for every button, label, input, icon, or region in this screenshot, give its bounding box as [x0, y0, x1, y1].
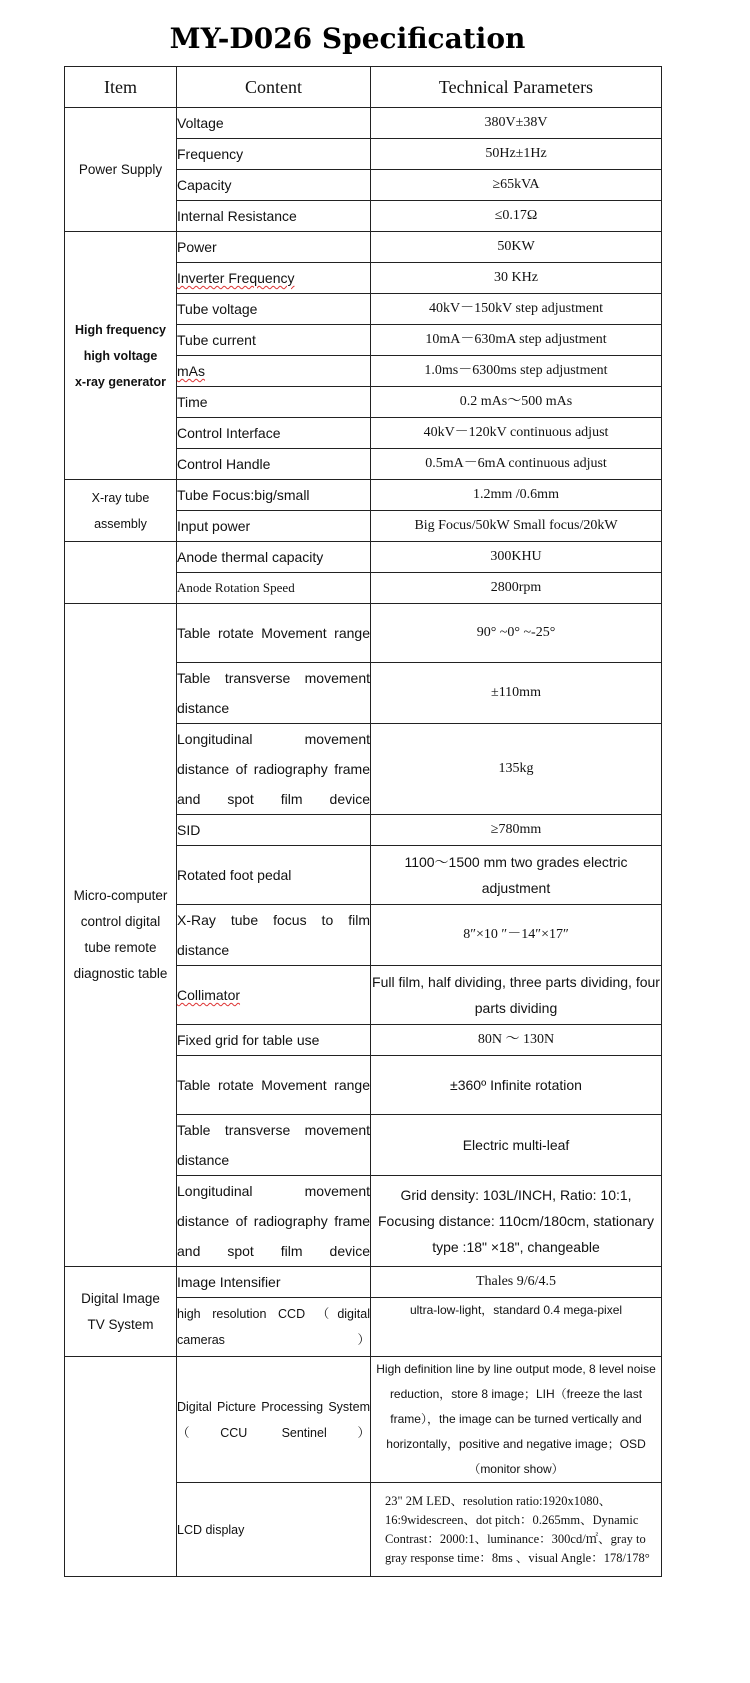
- param-cell: 1.2mm /0.6mm: [371, 480, 662, 511]
- param-cell: 50KW: [371, 232, 662, 263]
- table-row: [65, 480, 662, 511]
- group-label-line: diagnostic table: [73, 966, 168, 981]
- group-label-line: tube remote: [84, 940, 157, 955]
- param-cell: 380V±38V: [371, 108, 662, 139]
- group-label-line: Micro-computer: [73, 888, 168, 903]
- content-cell: Internal Resistance: [177, 201, 371, 232]
- group-label-diagnostic-table: [65, 604, 177, 1267]
- content-cell: [177, 356, 371, 387]
- content-text: Inverter Frequency: [177, 270, 295, 286]
- param-cell: 40kV－120kV continuous adjust: [371, 418, 662, 449]
- content-cell: Table transverse movement distance: [177, 1115, 371, 1176]
- param-cell: Big Focus/50kW Small focus/20kW: [371, 511, 662, 542]
- param-cell: 1100～1500 mm two grades electric adjustment: [371, 846, 662, 905]
- content-cell: Tube current: [177, 325, 371, 356]
- group-label-power-supply: Power Supply: [65, 108, 177, 232]
- param-cell: Electric multi-leaf: [371, 1115, 662, 1176]
- content-cell: Tube Focus:big/small: [177, 480, 371, 511]
- table-row: [65, 1267, 662, 1298]
- param-cell: Thales 9/6/4.5: [371, 1267, 662, 1298]
- param-cell: ±360º Infinite rotation: [371, 1056, 662, 1115]
- param-cell: ≥65kVA: [371, 170, 662, 201]
- param-cell: 80N ～ 130N: [371, 1025, 662, 1056]
- content-cell: Tube voltage: [177, 294, 371, 325]
- param-cell: High definition line by line output mode, 8 level noise reduction，store 8 image；LIH（freeze the last frame），the image can be turned vertically and horizontally，positive and negative image；OSD（monitor show）: [371, 1357, 662, 1483]
- table-row: [65, 542, 662, 573]
- group-label-tv-system: [65, 1267, 177, 1357]
- content-cell: Longitudinal movement distance of radiography frame and spot film device: [177, 1176, 371, 1267]
- group-label-line: high voltage: [83, 348, 158, 363]
- content-cell: SID: [177, 815, 371, 846]
- header-item: Item: [65, 67, 177, 108]
- param-cell: 8″×10 ″－14″×17″: [371, 905, 662, 966]
- group-label-line: X-ray tube: [91, 490, 150, 505]
- content-cell: Image Intensifier: [177, 1267, 371, 1298]
- content-cell: Rotated foot pedal: [177, 846, 371, 905]
- param-cell: ≤0.17Ω: [371, 201, 662, 232]
- param-cell: 135kg: [371, 724, 662, 815]
- param-cell: 30 KHz: [371, 263, 662, 294]
- content-cell: Anode Rotation Speed: [177, 573, 371, 604]
- param-cell: ±110mm: [371, 663, 662, 724]
- group-label-generator: [65, 232, 177, 480]
- content-cell: [177, 263, 371, 294]
- content-cell: Fixed grid for table use: [177, 1025, 371, 1056]
- table-row: [65, 604, 662, 663]
- group-label-line: assembly: [94, 516, 147, 531]
- param-cell: Full film, half dividing, three parts dividing, four parts dividing: [371, 966, 662, 1025]
- content-cell: LCD display: [177, 1483, 371, 1577]
- param-cell: 23" 2M LED、resolution ratio:1920x1080、16:9widescreen、dot pitch：0.265mm、Dynamic Contrast：2000:1、luminance：300cd/㎡、gray to gray response time：8ms 、visual Angle：178/178°: [371, 1483, 662, 1577]
- group-label-empty: [65, 1357, 177, 1577]
- param-cell: 50Hz±1Hz: [371, 139, 662, 170]
- content-cell: Anode thermal capacity: [177, 542, 371, 573]
- header-content: Content: [177, 67, 371, 108]
- param-cell: 10mA－630mA step adjustment: [371, 325, 662, 356]
- content-cell: Power: [177, 232, 371, 263]
- content-cell: [177, 966, 371, 1025]
- group-label-line: High frequency: [75, 322, 166, 337]
- content-cell: Control Handle: [177, 449, 371, 480]
- content-text: mAs: [177, 363, 205, 379]
- header-params: Technical Parameters: [371, 67, 662, 108]
- group-label-empty: [65, 542, 177, 604]
- group-label-line: control digital: [80, 914, 161, 929]
- table-row: [65, 1357, 662, 1483]
- content-cell: Control Interface: [177, 418, 371, 449]
- content-cell: Table transverse movement distance: [177, 663, 371, 724]
- table-row: [65, 108, 662, 139]
- content-cell: Digital Picture Processing System （CCU Sentinel）: [177, 1357, 371, 1483]
- content-cell: Capacity: [177, 170, 371, 201]
- param-cell: 90° ~0° ~-25°: [371, 604, 662, 663]
- group-label-xray-tube: [65, 480, 177, 542]
- page-title: MY-D026 Specification: [169, 22, 526, 55]
- param-cell: ultra-low-light，standard 0.4 mega-pixel: [371, 1298, 662, 1357]
- content-cell: X-Ray tube focus to film distance: [177, 905, 371, 966]
- param-cell: Grid density: 103L/INCH, Ratio: 10:1, Focusing distance: 110cm/180cm, stationary type :18" ×18", changeable: [371, 1176, 662, 1267]
- content-cell: Longitudinal movement distance of radiography frame and spot film device: [177, 724, 371, 815]
- param-cell: 0.2 mAs～500 mAs: [371, 387, 662, 418]
- param-cell: 0.5mA－6mA continuous adjust: [371, 449, 662, 480]
- spec-table: [64, 66, 662, 1577]
- content-cell: Table rotate Movement range: [177, 1056, 371, 1115]
- content-cell: Input power: [177, 511, 371, 542]
- content-cell: Time: [177, 387, 371, 418]
- content-cell: Frequency: [177, 139, 371, 170]
- content-cell: high resolution CCD （digital cameras）: [177, 1298, 371, 1357]
- group-label-line: x-ray generator: [74, 374, 166, 389]
- table-row: [65, 232, 662, 263]
- param-cell: 300KHU: [371, 542, 662, 573]
- content-cell: Voltage: [177, 108, 371, 139]
- param-cell: 40kV－150kV step adjustment: [371, 294, 662, 325]
- content-text: Collimator: [177, 987, 241, 1003]
- param-cell: ≥780mm: [371, 815, 662, 846]
- group-label-line: TV System: [87, 1316, 154, 1332]
- header-row: [65, 67, 662, 108]
- content-cell: Table rotate Movement range: [177, 604, 371, 663]
- param-cell: 1.0ms－6300ms step adjustment: [371, 356, 662, 387]
- group-label-line: Digital Image: [81, 1290, 160, 1306]
- param-cell: 2800rpm: [371, 573, 662, 604]
